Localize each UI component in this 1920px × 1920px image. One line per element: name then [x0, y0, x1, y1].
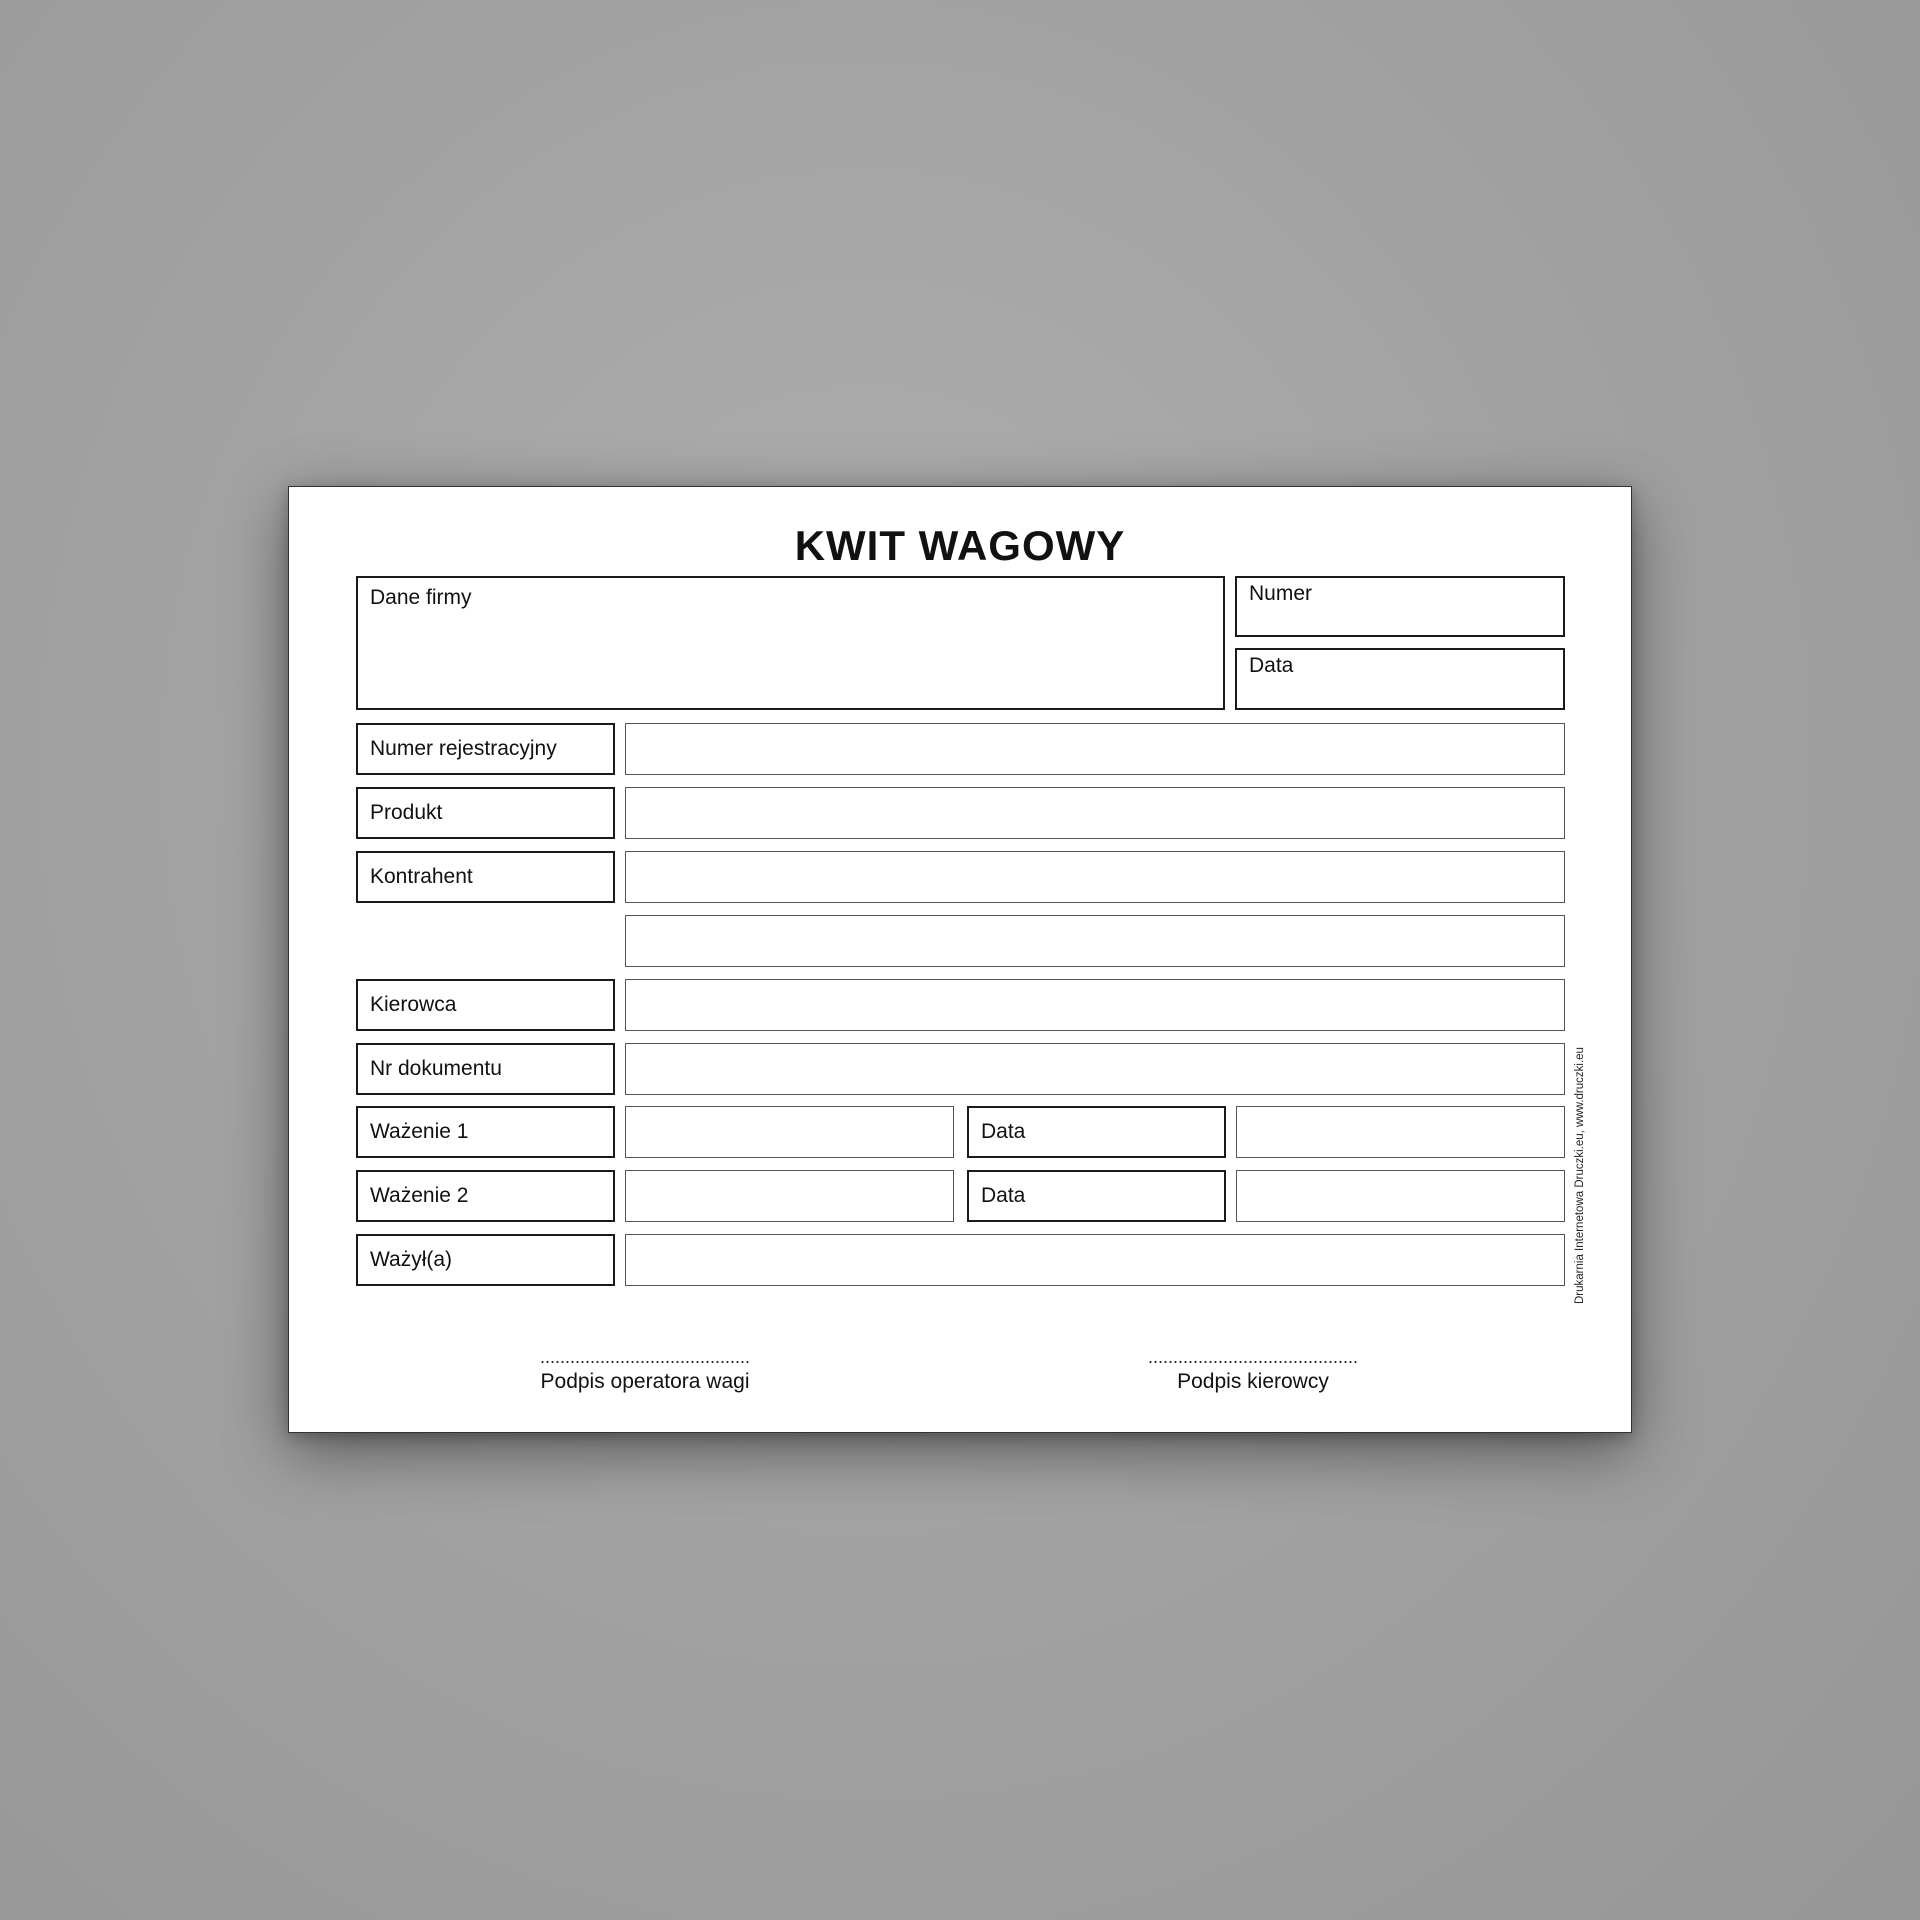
- weighing-1-date-label-box: [967, 1106, 1226, 1158]
- registration-field[interactable]: [625, 723, 1565, 775]
- operator-signature: [495, 1348, 795, 1394]
- driver-label-box: [356, 979, 615, 1031]
- driver-signature-label: Podpis kierowcy: [1177, 1370, 1329, 1393]
- weighing-2-label: Ważenie 2: [370, 1184, 469, 1207]
- product-label: Produkt: [370, 801, 443, 824]
- weighing-ticket-sheet: [288, 486, 1632, 1433]
- driver-signature: [1103, 1348, 1403, 1394]
- number-box[interactable]: [1235, 576, 1565, 637]
- weighing-2-date-field[interactable]: [1236, 1170, 1565, 1222]
- document-number-label-box: [356, 1043, 615, 1095]
- registration-label: Numer rejestracyjny: [370, 737, 557, 760]
- weighing-2-date-label: Data: [981, 1184, 1026, 1207]
- weighing-2-date-label-box: [967, 1170, 1226, 1222]
- form-title: KWIT WAGOWY: [794, 522, 1126, 569]
- weighing-1-date-label: Data: [981, 1120, 1026, 1143]
- weighing-1-field[interactable]: [625, 1106, 954, 1158]
- weighed-by-label: Ważył(a): [370, 1248, 453, 1271]
- header-date-box[interactable]: [1235, 648, 1565, 710]
- contractor-field-line-2[interactable]: [625, 915, 1565, 967]
- document-number-field[interactable]: [625, 1043, 1565, 1095]
- contractor-label-box: [356, 851, 615, 903]
- driver-label: Kierowca: [370, 993, 457, 1016]
- contractor-field[interactable]: [625, 851, 1565, 903]
- document-number-label: Nr dokumentu: [370, 1057, 502, 1080]
- printer-credit: Drukarnia Internetowa Druczki.eu, www.druczki.eu: [1574, 1047, 1586, 1304]
- driver-field[interactable]: [625, 979, 1565, 1031]
- weighing-2-field[interactable]: [625, 1170, 954, 1222]
- operator-signature-line: ..........................................: [539, 1348, 751, 1366]
- contractor-label: Kontrahent: [370, 865, 473, 888]
- driver-signature-line: ..........................................: [1147, 1348, 1359, 1366]
- weighing-1-label-box: [356, 1106, 615, 1158]
- weighing-1-label: Ważenie 1: [370, 1120, 469, 1143]
- operator-signature-label: Podpis operatora wagi: [540, 1370, 750, 1393]
- weighing-2-label-box: [356, 1170, 615, 1222]
- company-data-box[interactable]: [356, 576, 1225, 710]
- company-data-label: Dane firmy: [370, 586, 472, 609]
- registration-label-box: [356, 723, 615, 775]
- product-field[interactable]: [625, 787, 1565, 839]
- number-label: Numer: [1249, 582, 1313, 605]
- weighed-by-label-box: [356, 1234, 615, 1286]
- header-date-label: Data: [1249, 654, 1294, 677]
- product-label-box: [356, 787, 615, 839]
- weighed-by-field[interactable]: [625, 1234, 1565, 1286]
- weighing-1-date-field[interactable]: [1236, 1106, 1565, 1158]
